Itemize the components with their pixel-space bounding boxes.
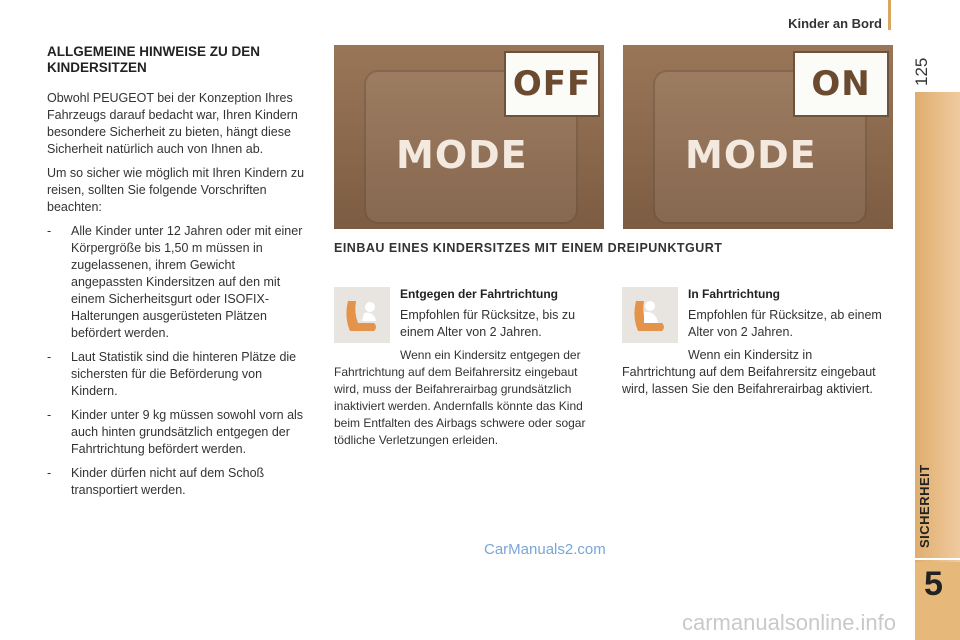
forward-facing-note: Fahrtrichtung auf dem Beifahrersitz eingebaut wird, lassen Sie den Beifahrerairbag aktiviert. [622, 365, 876, 396]
rear-facing-block [334, 287, 604, 455]
rear-facing-recommendation: Empfohlen für Rücksitze, bis zu einem Alter von 2 Jahren. [400, 308, 576, 339]
list-item [47, 223, 309, 342]
on-badge-text: ON [811, 64, 871, 104]
mode-label: MODE [685, 133, 817, 177]
header-rule [888, 0, 891, 30]
page-number-wrap [912, 57, 936, 92]
list-item-text: Laut Statistik sind die hinteren Plätze die sichersten für die Beförderung von Kindern. [71, 350, 297, 398]
rules-list [47, 223, 309, 499]
watermark-carmanualsonline: carmanualsonline.info [682, 610, 897, 635]
list-item-text: Alle Kinder unter 12 Jahren oder mit einer Körpergröße bis 1,50 m müssen in zugelassenen, ihrem Gewicht angepassten Kindersitzen auf den mit einem Sicherheitsgurt oder ISOFIX-Halterungen ausgerüsteten Plätzen befördert werden. [71, 224, 303, 340]
forward-facing-block [622, 287, 892, 404]
on-badge [793, 51, 889, 117]
bullet-dash: - [47, 466, 52, 480]
forward-facing-title: In Fahrtrichtung [688, 287, 780, 301]
general-notes-column [47, 44, 309, 506]
chapter-divider [915, 558, 960, 560]
list-item [47, 349, 309, 400]
list-item [47, 465, 309, 499]
rear-facing-title: Entgegen der Fahrtrichtung [400, 287, 559, 301]
general-notes-heading: ALLGEMEINE HINWEISE ZU DEN KINDERSITZEN [47, 44, 261, 75]
watermark-carmanuals2: CarManuals2.com [484, 541, 606, 558]
chapter-number: 5 [924, 565, 943, 603]
bullet-dash: - [47, 224, 52, 238]
header-title: Kinder an Bord [788, 16, 882, 31]
page-number: 125 [912, 57, 931, 86]
airbag-off-image [334, 45, 604, 229]
bullet-dash: - [47, 350, 52, 364]
list-item-text: Kinder dürfen nicht auf dem Schoß transportiert werden. [71, 466, 265, 497]
list-item [47, 407, 309, 458]
forward-facing-recommendation: Empfohlen für Rücksitze, ab einem Alter von 2 Jahren. [688, 308, 882, 339]
list-item-text: Kinder unter 9 kg müssen sowohl vorn als auch hinten grundsätzlich entgegen der Fahrtrichtung befördert werden. [71, 408, 304, 456]
bullet-dash: - [47, 408, 52, 422]
chapter-label: SICHERHEIT [917, 464, 932, 548]
rear-facing-warning: Fahrtrichtung auf dem Beifahrersitz eingebaut wird, muss der Beifahrerairbag grundsätzlich inaktiviert werden. Andernfalls könnte das Kind beim Entfalten des Airbags schwere oder sogar tödliche Verletzungen erleiden. [334, 365, 586, 447]
off-badge [504, 51, 600, 117]
rear-facing-warning-start: Wenn ein Kindersitz entgegen der [400, 348, 581, 362]
off-badge-text: OFF [512, 64, 592, 104]
rules-intro-paragraph: Um so sicher wie möglich mit Ihren Kindern zu reisen, sollten Sie folgende Vorschriften beachten: [47, 166, 305, 214]
intro-paragraph: Obwohl PEUGEOT bei der Konzeption Ihres Fahrzeugs darauf bedacht war, Ihren Kindern besondere Sicherheit zu bieten, hängt diese Sicherheit natürlich auch von Ihnen ab. [47, 91, 298, 156]
mode-label: MODE [396, 133, 528, 177]
airbag-on-image [623, 45, 893, 229]
forward-facing-note-start: Wenn ein Kindersitz in [688, 348, 813, 362]
installation-heading: EINBAU EINES KINDERSITZES MIT EINEM DREIPUNKTGURT [334, 241, 723, 255]
